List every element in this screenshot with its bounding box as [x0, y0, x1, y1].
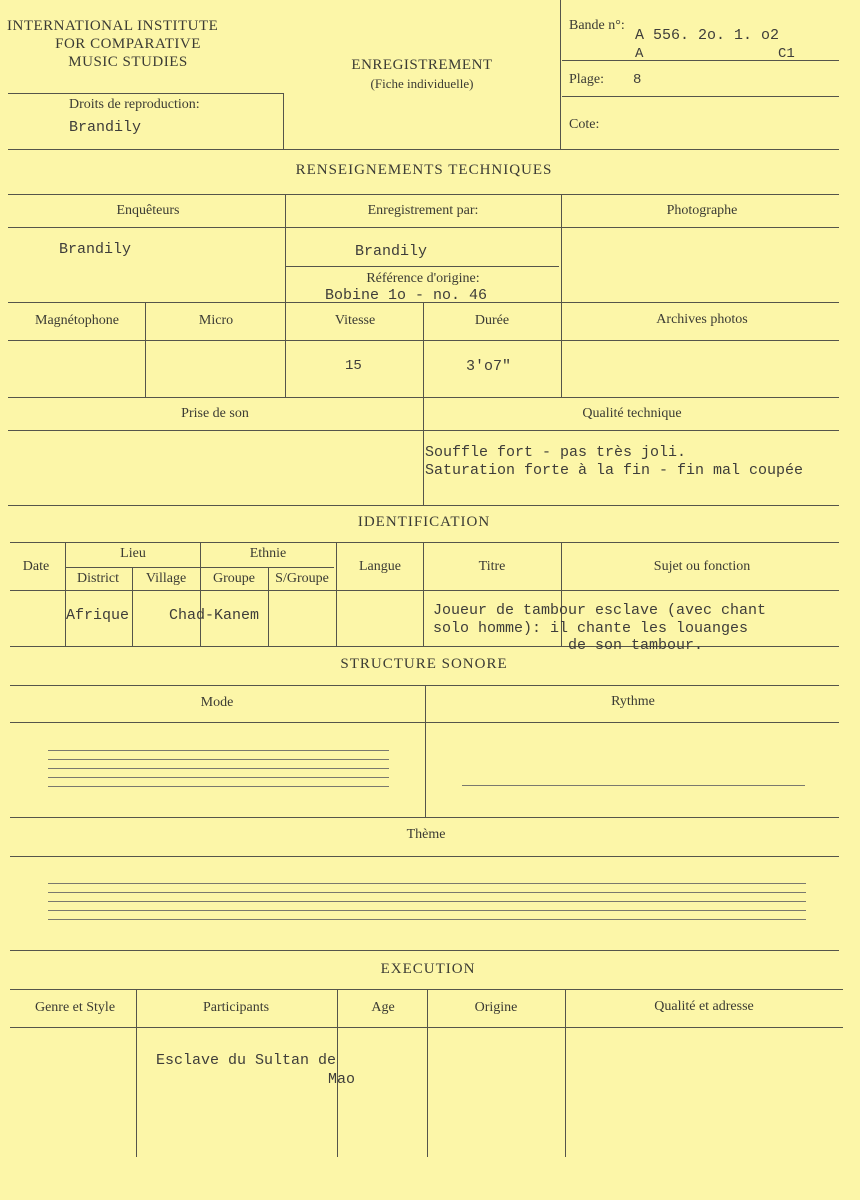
- participant-value-2: Mao: [328, 1071, 356, 1088]
- rights-value: Brandily: [69, 119, 142, 136]
- participant-value-1: Esclave du Sultan de: [156, 1052, 337, 1069]
- rule: [10, 856, 839, 857]
- duree-value: 3'o7": [466, 358, 512, 375]
- vitesse-value: 15: [345, 358, 362, 374]
- qualite-adresse-label: Qualité et adresse: [654, 999, 754, 1014]
- mode-staff-line: [48, 777, 389, 778]
- enqueteurs-value: Brandily: [59, 241, 132, 258]
- duree-label: Durée: [474, 313, 510, 328]
- district-label: District: [77, 571, 119, 586]
- reference-value: Bobine 1o - no. 46: [325, 287, 488, 304]
- form-title: ENREGISTREMENT: [351, 57, 493, 73]
- rule: [65, 542, 66, 646]
- mode-label: Mode: [200, 695, 234, 710]
- theme-staff-line: [48, 883, 806, 884]
- theme-staff-line: [48, 901, 806, 902]
- mode-staff-line: [48, 750, 389, 751]
- rule: [10, 950, 839, 951]
- rule: [8, 149, 839, 150]
- rule: [425, 685, 426, 817]
- origine-label: Origine: [474, 1000, 518, 1015]
- archives-photos-label: Archives photos: [656, 312, 748, 327]
- rule: [200, 542, 201, 646]
- bande-value-a: A: [635, 46, 644, 62]
- micro-label: Micro: [198, 313, 234, 328]
- rule: [8, 93, 283, 94]
- section-title-technique: RENSEIGNEMENTS TECHNIQUES: [295, 162, 553, 178]
- rule: [565, 989, 566, 1157]
- photographe-label: Photographe: [666, 203, 738, 218]
- rule: [423, 542, 424, 646]
- langue-label: Langue: [359, 559, 401, 574]
- village-label: Village: [145, 571, 187, 586]
- rule: [8, 505, 839, 506]
- groupe-label: Groupe: [213, 571, 255, 586]
- rule: [285, 194, 286, 397]
- participants-label: Participants: [202, 1000, 270, 1015]
- theme-staff-line: [48, 919, 806, 920]
- mode-staff-line: [48, 768, 389, 769]
- institute-name-line-3: MUSIC STUDIES: [68, 54, 188, 70]
- rule: [10, 646, 839, 647]
- rule: [561, 194, 562, 397]
- rule: [268, 567, 269, 646]
- sgroupe-label: S/Groupe: [275, 571, 329, 586]
- rule: [562, 60, 839, 61]
- vitesse-label: Vitesse: [334, 313, 376, 328]
- rythme-label: Rythme: [611, 694, 655, 709]
- rule: [8, 227, 839, 228]
- plage-value: 8: [633, 72, 642, 88]
- titre-value-2: solo homme): il chante les louanges: [433, 620, 749, 637]
- qualite-technique-value-1: Souffle fort - pas très joli.: [425, 444, 687, 461]
- rights-label: Droits de reproduction:: [69, 97, 200, 112]
- rule: [560, 0, 561, 149]
- genre-style-label: Genre et Style: [34, 1000, 116, 1015]
- rule: [136, 989, 137, 1157]
- titre-value-1: Joueur de tambour esclave (avec chant: [433, 602, 767, 619]
- rule: [10, 590, 839, 591]
- rule: [423, 302, 424, 397]
- titre-label: Titre: [478, 559, 506, 574]
- mode-staff-line: [48, 759, 389, 760]
- rule: [10, 817, 839, 818]
- institute-name-line-2: FOR COMPARATIVE: [55, 36, 201, 52]
- rule: [562, 96, 839, 97]
- titre-value-3: de son tambour.: [568, 637, 704, 654]
- rule: [145, 302, 146, 397]
- rule: [427, 989, 428, 1157]
- theme-staff-line: [48, 892, 806, 893]
- sujet-fonction-label: Sujet ou fonction: [653, 559, 751, 574]
- rythme-line: [462, 785, 805, 786]
- rule: [10, 542, 839, 543]
- enregistrement-value: Brandily: [355, 243, 428, 260]
- theme-label: Thème: [406, 827, 446, 842]
- qualite-technique-label: Qualité technique: [582, 406, 682, 421]
- bande-value: A 556. 2o. 1. o2: [635, 27, 780, 44]
- rule: [283, 93, 284, 149]
- enqueteurs-label: Enquêteurs: [116, 203, 180, 218]
- lieu-label: Lieu: [120, 546, 146, 561]
- rule: [336, 542, 337, 646]
- section-title-execution: EXECUTION: [380, 961, 476, 977]
- village-value: Chad-Kanem: [169, 607, 260, 624]
- magnetophone-label: Magnétophone: [35, 313, 119, 328]
- reference-label: Référence d'origine:: [366, 271, 480, 286]
- district-value: Afrique: [66, 607, 130, 624]
- rule: [132, 567, 133, 646]
- section-title-structure: STRUCTURE SONORE: [340, 656, 508, 672]
- enregistrement-label: Enregistrement par:: [367, 203, 479, 218]
- cote-label: Cote:: [569, 117, 600, 132]
- section-title-identification: IDENTIFICATION: [357, 514, 491, 530]
- form-subtitle: (Fiche individuelle): [370, 76, 474, 91]
- bande-label: Bande n°:: [569, 18, 625, 33]
- mode-staff-line: [48, 786, 389, 787]
- prise-de-son-label: Prise de son: [181, 406, 249, 421]
- institute-name-line-1: INTERNATIONAL INSTITUTE: [7, 18, 219, 34]
- date-label: Date: [22, 559, 50, 574]
- rule: [423, 397, 424, 505]
- rule: [8, 194, 839, 195]
- rule: [286, 266, 559, 267]
- theme-staff-line: [48, 910, 806, 911]
- bande-value-c1: C1: [778, 46, 795, 62]
- plage-label: Plage:: [569, 72, 604, 87]
- ethnie-label: Ethnie: [249, 546, 287, 561]
- qualite-technique-value-2: Saturation forte à la fin - fin mal coupée: [425, 462, 804, 479]
- age-label: Age: [371, 1000, 395, 1015]
